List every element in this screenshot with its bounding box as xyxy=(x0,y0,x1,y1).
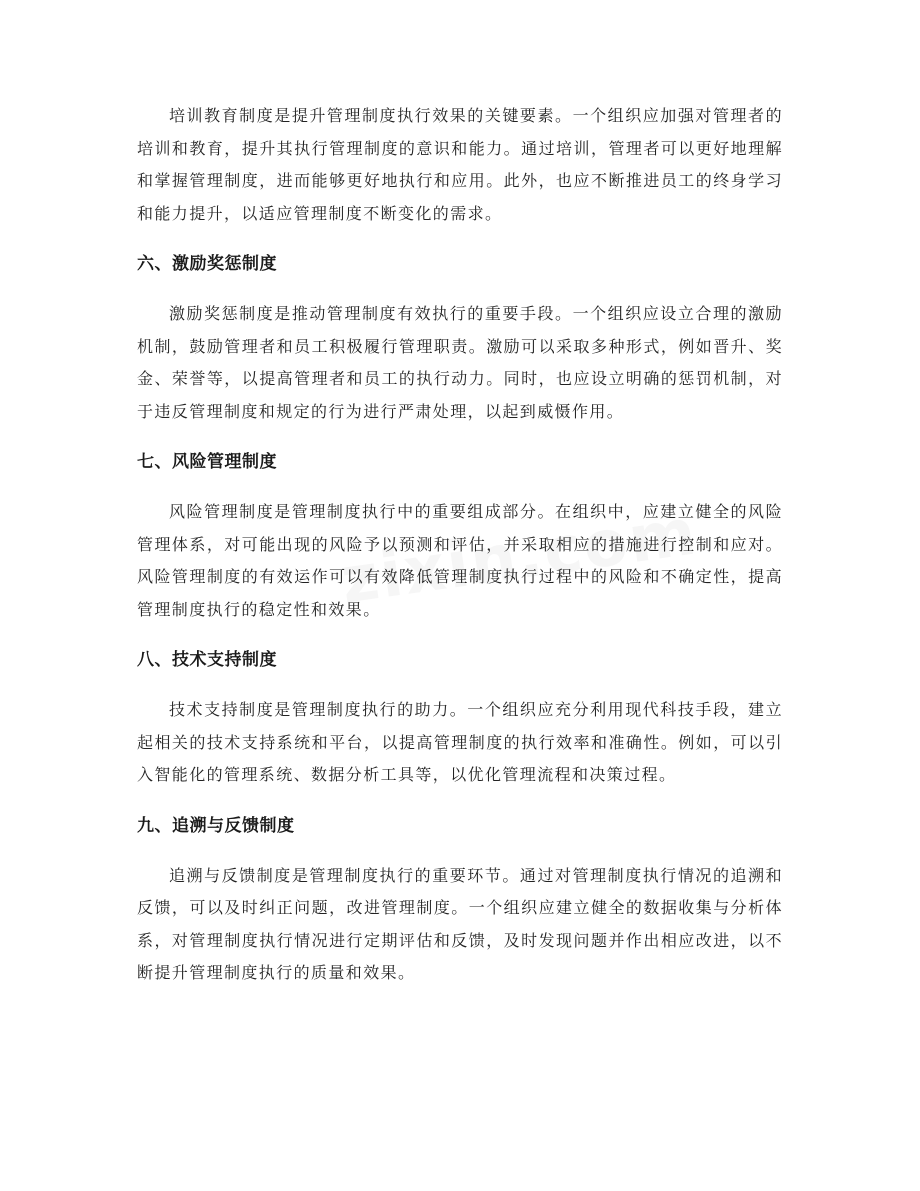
section-paragraph-training: 培训教育制度是提升管理制度执行效果的关键要素。一个组织应加强对管理者的培训和教育，提升其执行管理制度的意识和能力。通过培训，管理者可以更好地理解和掌握管理制度，进而能够更好地执行和应用。此外，也应不断推进员工的终身学习和能力提升，以适应管理制度不断变化的需求。 xyxy=(137,106,783,223)
section-paragraph-incentive: 激励奖惩制度是推动管理制度有效执行的重要手段。一个组织应设立合理的激励机制，鼓励管理者和员工积极履行管理职责。激励可以采取多种形式，例如晋升、奖金、荣誉等，以提高管理者和员工的执行动力。同时，也应设立明确的惩罚机制，对于违反管理制度和规定的行为进行严肃处理，以起到威慑作用。 xyxy=(137,304,783,421)
document-body xyxy=(137,100,783,990)
section-heading-risk: 七、风险管理制度 xyxy=(137,452,277,472)
section-paragraph-traceback: 追溯与反馈制度是管理制度执行的重要环节。通过对管理制度执行情况的追溯和反馈，可以及时纠正问题，改进管理制度。一个组织应建立健全的数据收集与分析体系，对管理制度执行情况进行定期评估和反馈，及时发现问题并作出相应改进，以不断提升管理制度执行的质量和效果。 xyxy=(137,865,783,982)
section-heading-tech-support: 八、技术支持制度 xyxy=(137,650,277,670)
section-heading-incentive: 六、激励奖惩制度 xyxy=(137,254,277,274)
section-paragraph-tech-support: 技术支持制度是管理制度执行的助力。一个组织应充分利用现代科技手段，建立起相关的技术支持系统和平台，以提高管理制度的执行效率和准确性。例如，可以引入智能化的管理系统、数据分析工具等，以优化管理流程和决策过程。 xyxy=(137,700,783,784)
section-heading-traceback: 九、追溯与反馈制度 xyxy=(137,815,295,836)
section-paragraph-risk: 风险管理制度是管理制度执行中的重要组成部分。在组织中，应建立健全的风险管理体系，对可能出现的风险予以预测和评估，并采取相应的措施进行控制和应对。风险管理制度的有效运作可以有效降低管理制度执行过程中的风险和不确定性，提高管理制度执行的稳定性和效果。 xyxy=(137,502,783,619)
